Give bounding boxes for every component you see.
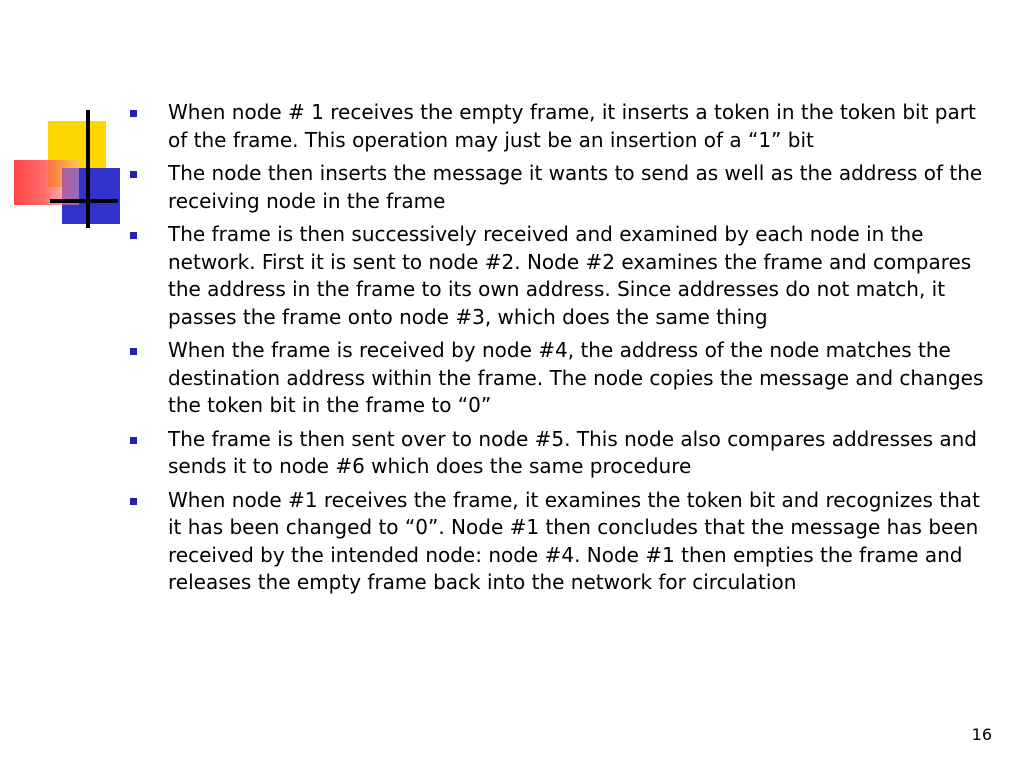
slide-decoration <box>0 0 140 240</box>
bullet-text: When node #1 receives the frame, it examines the token bit and recognizes that it has been changed to “0”. Node #1 then concludes that the message has been received by the intended node: node #4. Node #1 then empties the frame and releases the empty frame back into the network for circulation <box>168 487 980 594</box>
bullet-square-icon <box>130 110 137 117</box>
bullet-text: The node then inserts the message it wants to send as well as the address of the receiving node in the frame <box>168 161 983 213</box>
bullet-text: When node # 1 receives the empty frame, it inserts a token in the token bit part of the frame. This operation may just be an insertion of a “1” bit <box>168 100 976 152</box>
bullet-list <box>168 99 988 603</box>
bullet-square-icon <box>130 348 137 355</box>
decor-horizontal-line <box>50 199 118 203</box>
bullet-text: When the frame is received by node #4, the address of the node matches the destination address within the frame. The node copies the message and changes the token bit in the frame to “0” <box>168 338 984 417</box>
bullet-item <box>168 99 988 154</box>
bullet-item <box>168 487 988 597</box>
bullet-square-icon <box>130 437 137 444</box>
bullet-square-icon <box>130 498 137 505</box>
page-number: 16 <box>971 725 992 744</box>
bullet-item <box>168 426 988 481</box>
bullet-text: The frame is then successively received and examined by each node in the network. First it is sent to node #2. Node #2 examines the frame and compares the address in the frame to its own address. Since addresses do not match, it passes the frame onto node #3, which does the same thing <box>168 222 972 329</box>
bullet-item <box>168 337 988 420</box>
bullet-square-icon <box>130 232 137 239</box>
bullet-item <box>168 160 988 215</box>
bullet-square-icon <box>130 171 137 178</box>
bullet-item <box>168 221 988 331</box>
bullet-text: The frame is then sent over to node #5. This node also compares addresses and sends it to node #6 which does the same procedure <box>168 426 978 478</box>
decor-vertical-line <box>86 110 90 228</box>
